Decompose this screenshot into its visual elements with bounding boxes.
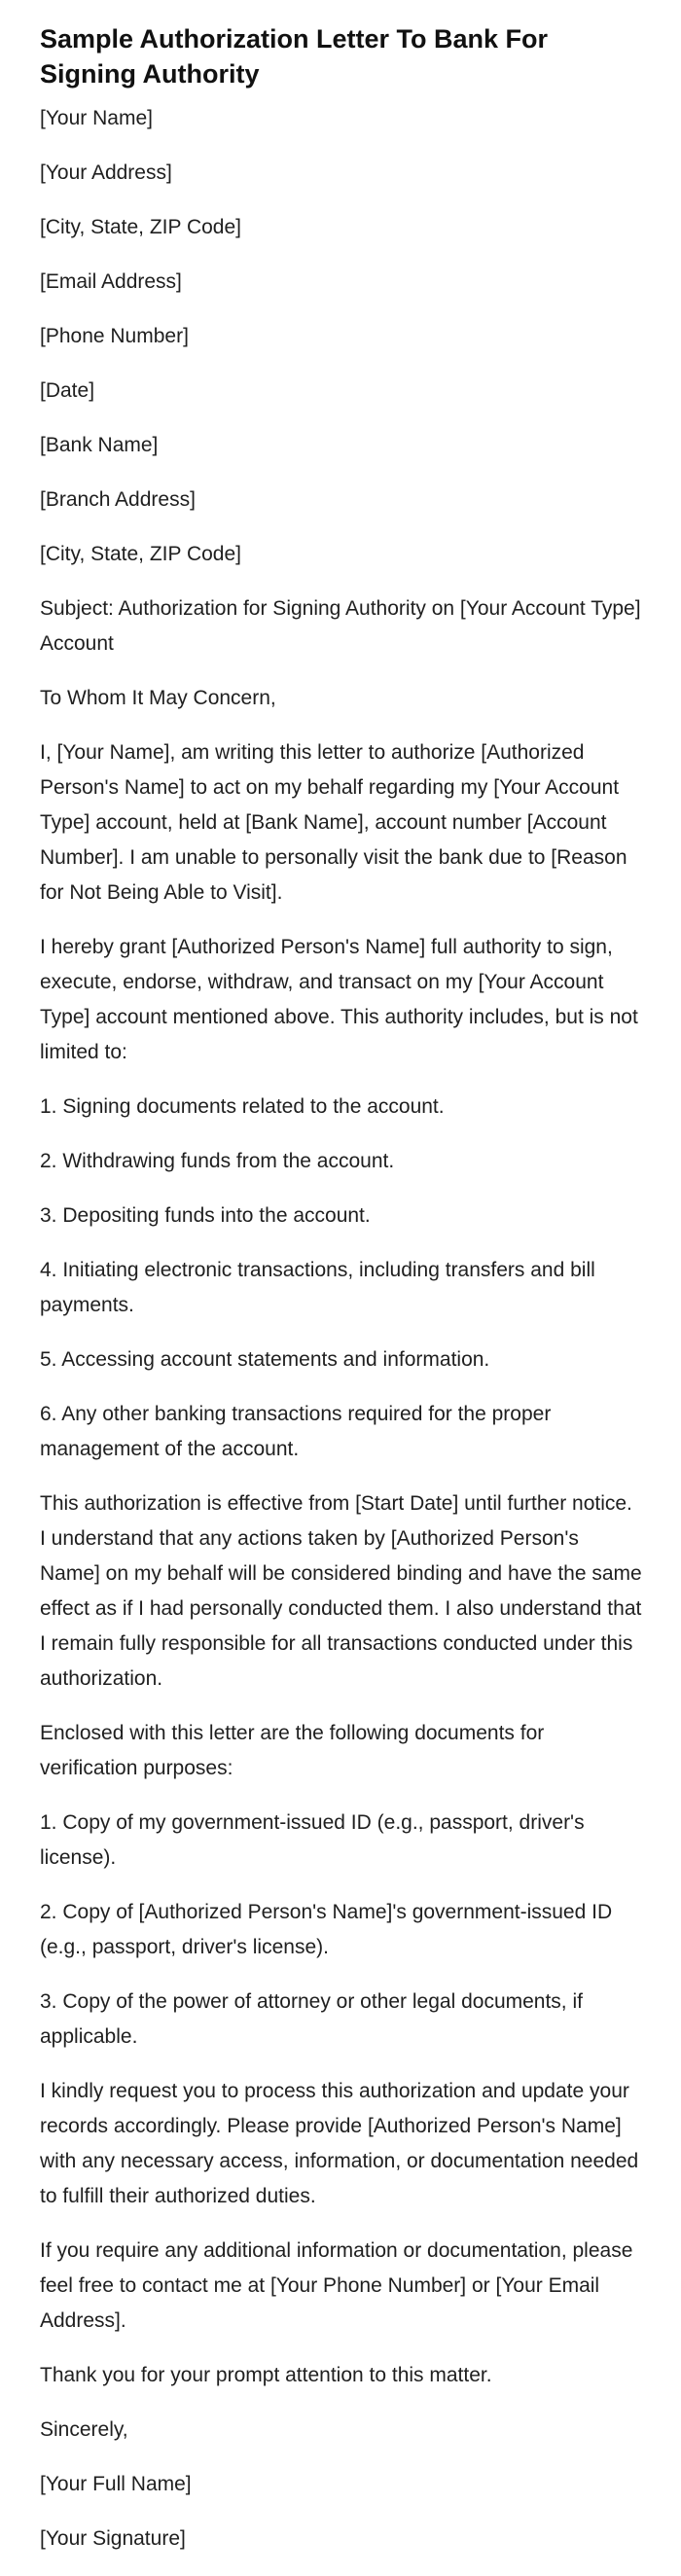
body-paragraph: I hereby grant [Authorized Person's Name] full authority to sign, execute, endorse, withdraw, and transact on my [Your Account Type] account mentioned above. This authority includes, but is not limited to: xyxy=(40,936,638,1063)
body-paragraph: I kindly request you to process this authorization and update your records accordingly. Please provide [Authorized Person's Name] with any necessary access, information, or documentation needed to fulfill their authorized duties. xyxy=(40,2080,639,2207)
authority-list-item: 3. Depositing funds into the account. xyxy=(40,1204,371,1227)
sender-name: [Your Name] xyxy=(40,107,153,129)
authority-list-item: 1. Signing documents related to the account. xyxy=(40,1095,445,1118)
salutation: To Whom It May Concern, xyxy=(40,687,276,709)
closing-thanks: Thank you for your prompt attention to this matter. xyxy=(40,2364,492,2386)
letter-content xyxy=(40,21,643,2576)
sender-phone: [Phone Number] xyxy=(40,325,189,347)
closing-sincerely: Sincerely, xyxy=(40,2418,128,2441)
branch-address: [Branch Address] xyxy=(40,488,196,511)
authority-list-item: 4. Initiating electronic transactions, including transfers and bill payments. xyxy=(40,1259,595,1316)
sender-city-state-zip: [City, State, ZIP Code] xyxy=(40,216,241,238)
body-paragraph: I, [Your Name], am writing this letter to authorize [Authorized Person's Name] to act on my behalf regarding my [Your Account Type] account, held at [Bank Name], account number [Account Number]. I am unable to personally visit the bank due to [Reason for Not Being Able to Visit]. xyxy=(40,741,627,904)
subject-line: Subject: Authorization for Signing Authority on [Your Account Type] Account xyxy=(40,597,641,655)
letter-date: [Date] xyxy=(40,379,95,402)
signer-full-name: [Your Full Name] xyxy=(40,2473,192,2495)
enclosure-list-item: 3. Copy of the power of attorney or other legal documents, if applicable. xyxy=(40,1990,583,2048)
authority-list-item: 2. Withdrawing funds from the account. xyxy=(40,1150,395,1172)
body-paragraph: This authorization is effective from [Start Date] until further notice. I understand that any actions taken by [Authorized Person's Name] on my behalf will be considered binding and have the same effect as if I had personally conducted them. I also understand that I remain fully responsible for all transactions conducted under this authorization. xyxy=(40,1492,642,1690)
page-title: Sample Authorization Letter To Bank For Signing Authority xyxy=(40,24,549,89)
sender-address: [Your Address] xyxy=(40,161,172,184)
enclosure-list-item: 1. Copy of my government-issued ID (e.g., passport, driver's license). xyxy=(40,1811,585,1869)
body-paragraph: If you require any additional information or documentation, please feel free to contact me at [Your Phone Number] or [Your Email Address]. xyxy=(40,2239,633,2332)
body-paragraph: Enclosed with this letter are the following documents for verification purposes: xyxy=(40,1722,545,1779)
authority-list-item: 6. Any other banking transactions required for the proper management of the account. xyxy=(40,1403,552,1460)
signer-signature: [Your Signature] xyxy=(40,2527,186,2550)
enclosure-list-item: 2. Copy of [Authorized Person's Name]'s government-issued ID (e.g., passport, driver's license). xyxy=(40,1901,613,1958)
bank-city-state-zip: [City, State, ZIP Code] xyxy=(40,543,241,565)
sender-email: [Email Address] xyxy=(40,270,182,293)
bank-name: [Bank Name] xyxy=(40,434,159,456)
authority-list-item: 5. Accessing account statements and information. xyxy=(40,1348,490,1371)
